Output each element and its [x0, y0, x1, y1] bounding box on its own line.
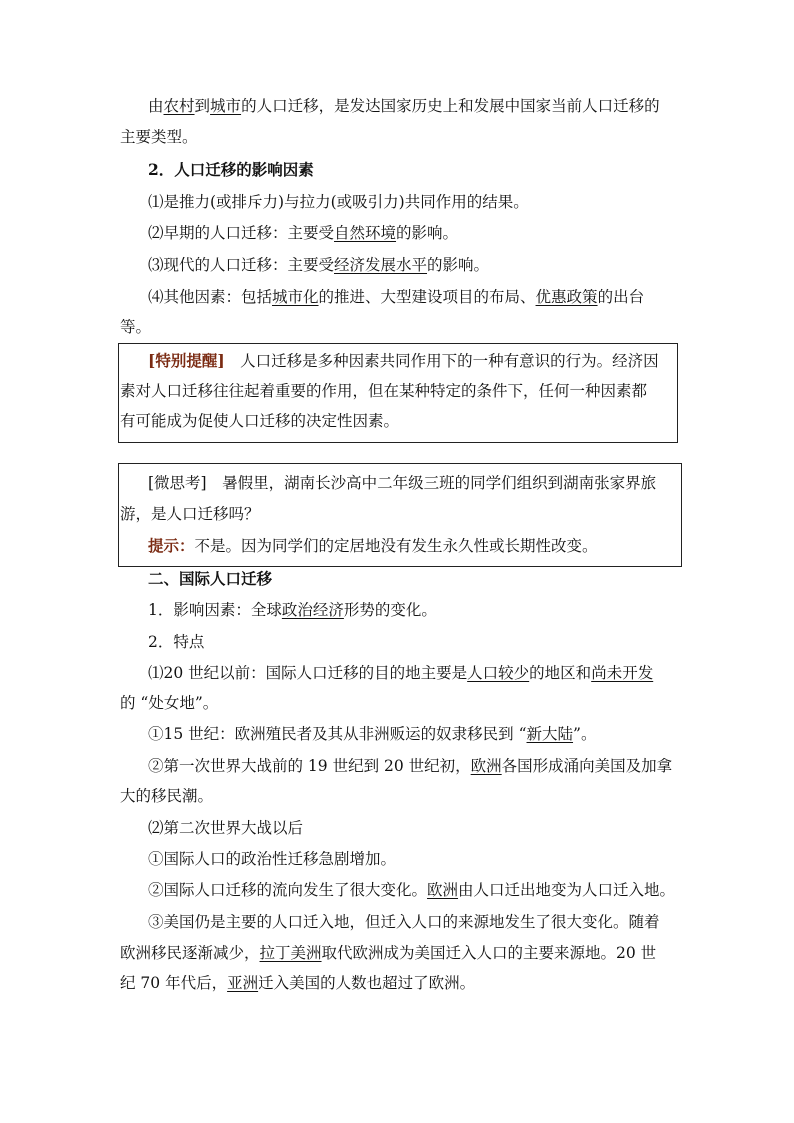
- underlined-term: 欧洲: [470, 757, 502, 775]
- factor-2: [148, 222, 458, 244]
- intl-influence: [148, 599, 437, 621]
- factor-4: [148, 286, 644, 308]
- text: 由: [148, 97, 164, 115]
- underlined-term: 经济发展水平: [334, 256, 428, 274]
- intl-characteristics: 2．特点: [148, 633, 205, 651]
- text: 的人口迁移，是发达国家历史上和发展中国家当前人口迁移的: [241, 97, 660, 115]
- micro-thinking-line-1: [148, 472, 656, 494]
- intl-before-20th: [148, 662, 653, 684]
- intl-political-migration: ①国际人口的政治性迁移急剧增加。: [148, 850, 397, 868]
- heading-international-migration: 二、国际人口迁移: [148, 569, 273, 588]
- text: 的影响。: [427, 256, 490, 274]
- intl-usa-line-1: ③美国仍是主要的人口迁入地，但迁入人口的来源地发生了很大变化。随着: [148, 913, 660, 931]
- text: 取代欧洲成为美国迁入人口的主要来源地。20 世: [321, 944, 657, 962]
- underlined-term: 亚洲: [227, 974, 259, 992]
- special-reminder-tag: [特别提醒]: [148, 351, 225, 370]
- text: 暑假里，湖南长沙高中二年级三班的同学们组织到湖南张家界旅: [206, 474, 657, 492]
- heading-influencing-factors: 2．人口迁移的影响因素: [148, 160, 314, 179]
- intl-usa-line-2: [120, 942, 656, 964]
- underlined-term: 城市化: [272, 288, 319, 306]
- intl-usa-line-3: [120, 972, 475, 994]
- text: ⑵早期的人口迁移：主要受: [148, 224, 335, 242]
- text: 欧洲移民逐渐减少，: [120, 944, 260, 962]
- special-reminder-line-2: 素对人口迁移往往起着重要的作用，但在某种特定的条件下，任何一种因素都: [120, 382, 648, 400]
- factor-1: ⑴是推力(或排斥力)与拉力(或吸引力)共同作用的结果。: [148, 193, 529, 211]
- text: 的推进、大型建设项目的布局、: [318, 288, 536, 306]
- text: 迁入美国的人数也超过了欧洲。: [258, 974, 476, 992]
- text: 的地区和: [529, 664, 592, 682]
- text: ⑷其他因素：包括: [148, 288, 273, 306]
- underlined-term: 尚未开发: [591, 664, 654, 682]
- intl-19th-century-cont: 大的移民潮。: [120, 787, 214, 805]
- text: 纪 70 年代后，: [120, 974, 228, 992]
- underlined-term: 新大陆: [526, 725, 574, 743]
- underlined-term: 城市: [210, 97, 242, 115]
- text: 人口迁移是多种因素共同作用下的一种有意识的行为。经济因: [224, 352, 659, 370]
- micro-thinking-hint: [148, 535, 598, 557]
- text: 1．影响因素：全球: [148, 601, 282, 619]
- underlined-term: 政治经济: [281, 601, 344, 619]
- text: 各国形成涌向美国及加拿: [501, 757, 673, 775]
- text: ⑶现代的人口迁移：主要受: [148, 256, 335, 274]
- underlined-term: 拉丁美洲: [259, 944, 322, 962]
- text: 到: [194, 97, 211, 115]
- text: 由人口迁出地变为人口迁入地。: [458, 881, 676, 899]
- text: ②国际人口迁移的流向发生了很大变化。: [148, 881, 428, 899]
- factor-3: [148, 254, 489, 276]
- text: 的影响。: [396, 224, 459, 242]
- text: 形势的变化。: [343, 601, 437, 619]
- intl-flow-change: [148, 879, 675, 901]
- hint-label: 提示：: [148, 536, 195, 555]
- micro-thinking-line-2: 游，是人口迁移吗？: [120, 505, 260, 523]
- text: ”。: [573, 725, 597, 743]
- underlined-term: 农村: [163, 97, 195, 115]
- micro-thinking-tag: [微思考]: [148, 474, 207, 492]
- para-urban-migration: [148, 95, 660, 117]
- text: ①15 世纪：欧洲殖民者及其从非洲贩运的奴隶移民到 “: [148, 725, 527, 743]
- underlined-term: 优惠政策: [535, 288, 598, 306]
- underlined-term: 自然环境: [334, 224, 397, 242]
- factor-4-cont: 等。: [120, 318, 152, 336]
- underlined-term: 欧洲: [427, 881, 459, 899]
- intl-after-ww2: ⑵第二次世界大战以后: [148, 819, 304, 837]
- para-urban-migration-cont: 主要类型。: [120, 128, 198, 146]
- text: 的出台: [597, 288, 645, 306]
- special-reminder-line-1: [148, 350, 659, 372]
- text: ②第一次世界大战前的 19 世纪到 20 世纪初，: [148, 757, 471, 775]
- intl-19th-century: [148, 755, 672, 777]
- hint-text: 不是。因为同学们的定居地没有发生永久性或长期性改变。: [194, 537, 598, 555]
- intl-before-20th-cont: 的 “处女地”。: [120, 694, 219, 712]
- intl-15th-century: [148, 723, 596, 745]
- text: ⑴20 世纪以前：国际人口迁移的目的地主要是: [148, 664, 468, 682]
- special-reminder-line-3: 有可能成为促使人口迁移的决定性因素。: [120, 412, 400, 430]
- underlined-term: 人口较少: [467, 664, 530, 682]
